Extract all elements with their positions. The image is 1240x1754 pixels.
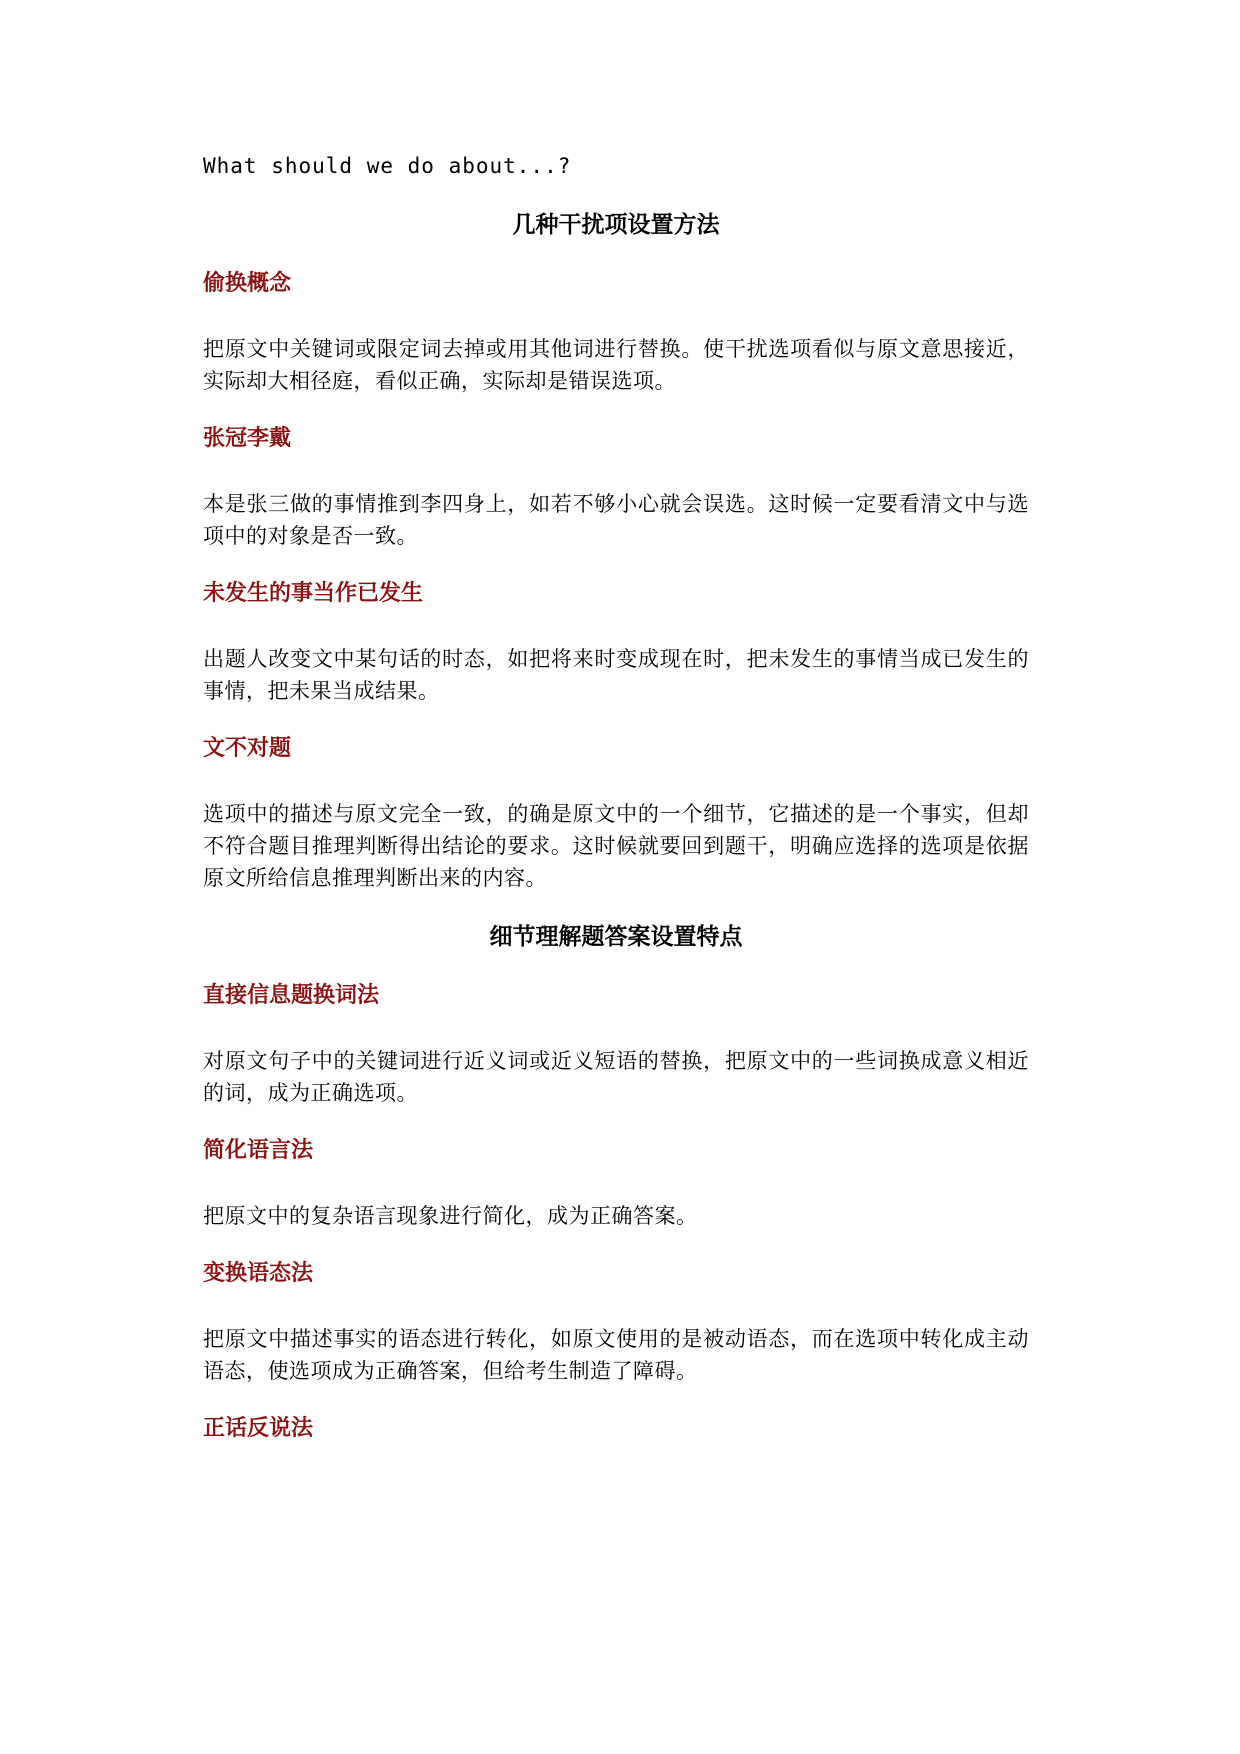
intro-line: What should we do about...? [203, 154, 572, 178]
document-page [203, 150, 1029, 1478]
heading-tense-change: 未发生的事当作已发生 [203, 581, 424, 606]
section-title-detail-answers: 细节理解题答案设置特点 [489, 924, 743, 950]
paragraph-simplify-language: 把原文中的复杂语言现象进行简化，成为正确答案。 [203, 1204, 698, 1228]
paragraph-misattribution: 本是张三做的事情推到李四身上，如若不够小心就会误选。这时候一定要看清文中与选项中的对象是否一致。 [203, 492, 1029, 548]
heading-voice-change: 变换语态法 [203, 1261, 314, 1286]
section-title-distractors: 几种干扰项设置方法 [512, 212, 720, 238]
heading-reverse-statement: 正话反说法 [203, 1416, 314, 1441]
heading-synonym-swap: 直接信息题换词法 [203, 983, 380, 1008]
heading-concept-swap: 偷换概念 [203, 271, 292, 296]
paragraph-concept-swap: 把原文中关键词或限定词去掉或用其他词进行替换。使干扰选项看似与原文意思接近，实际却大相径庭，看似正确，实际却是错误选项。 [203, 337, 1029, 393]
paragraph-voice-change: 把原文中描述事实的语态进行转化，如原文使用的是被动语态，而在选项中转化成主动语态，使选项成为正确答案，但给考生制造了障碍。 [203, 1327, 1029, 1383]
heading-simplify-language: 简化语言法 [203, 1138, 314, 1163]
paragraph-off-topic: 选项中的描述与原文完全一致，的确是原文中的一个细节，它描述的是一个事实，但却不符合题目推理判断得出结论的要求。这时候就要回到题干，明确应选择的选项是依据原文所给信息推理判断出来的内容。 [203, 802, 1029, 890]
paragraph-tense-change: 出题人改变文中某句话的时态，如把将来时变成现在时，把未发生的事情当成已发生的事情，把未果当成结果。 [203, 647, 1029, 703]
heading-misattribution: 张冠李戴 [203, 426, 292, 451]
heading-off-topic: 文不对题 [203, 736, 292, 761]
paragraph-synonym-swap: 对原文句子中的关键词进行近义词或近义短语的替换，把原文中的一些词换成意义相近的词，成为正确选项。 [203, 1049, 1029, 1105]
